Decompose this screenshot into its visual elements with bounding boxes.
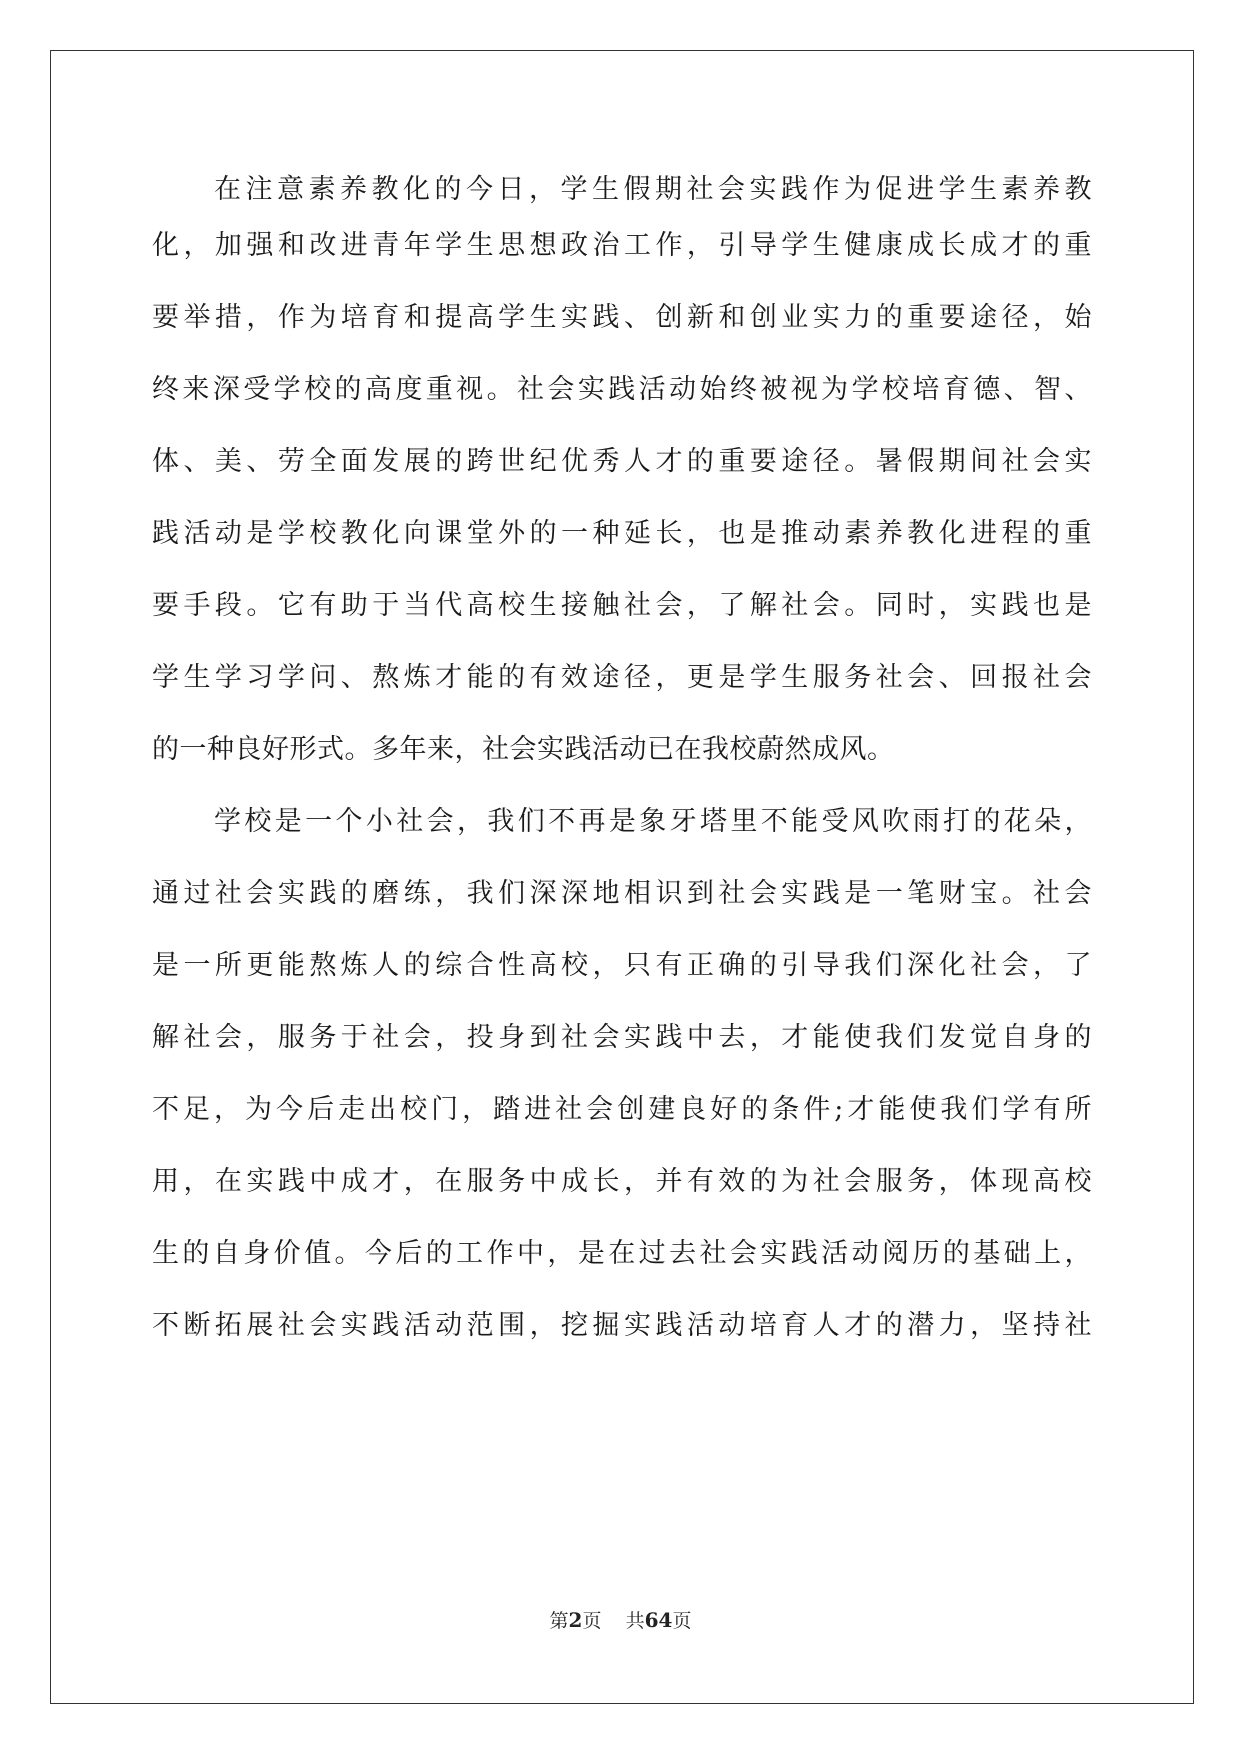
paragraph-2-line-8: 不断拓展社会实践活动范围，挖掘实践活动培育人才的潜力，坚持社 xyxy=(152,1310,1092,1341)
paragraph-2-line-6: 用，在实践中成才，在服务中成长，并有效的为社会服务，体现高校 xyxy=(152,1166,1092,1197)
paragraph-2-line-4: 解社会，服务于社会，投身到社会实践中去，才能使我们发觉自身的 xyxy=(152,1022,1092,1053)
paragraph-1-line-9: 的一种良好形式。多年来，社会实践活动已在我校蔚然成风。 xyxy=(152,734,895,765)
footer-page-suffix: 页 xyxy=(582,1610,602,1632)
paragraph-2-line-1: 学校是一个小社会，我们不再是象牙塔里不能受风吹雨打的花朵， xyxy=(214,806,1092,837)
paragraph-1-line-8: 学生学习学问、熬炼才能的有效途径，更是学生服务社会、回报社会 xyxy=(152,662,1092,693)
footer-total-prefix: 共 xyxy=(625,1610,645,1632)
paragraph-1-line-1: 在注意素养教化的今日，学生假期社会实践作为促进学生素养教 xyxy=(214,174,1092,205)
paragraph-2-line-3: 是一所更能熬炼人的综合性高校，只有正确的引导我们深化社会，了 xyxy=(152,950,1092,981)
paragraph-2-line-7: 生的自身价值。今后的工作中，是在过去社会实践活动阅历的基础上， xyxy=(152,1238,1092,1269)
paragraph-2-line-2: 通过社会实践的磨练，我们深深地相识到社会实践是一笔财宝。社会 xyxy=(152,878,1092,909)
footer-total-suffix: 页 xyxy=(672,1610,692,1632)
paragraph-1-line-6: 践活动是学校教化向课堂外的一种延长，也是推动素养教化进程的重 xyxy=(152,518,1092,549)
page-footer xyxy=(0,1608,1241,1633)
paragraph-1-line-3: 要举措，作为培育和提高学生实践、创新和创业实力的重要途径，始 xyxy=(152,302,1092,333)
footer-total-pages: 64 xyxy=(644,1608,673,1632)
paragraph-1-line-2: 化，加强和改进青年学生思想政治工作，引导学生健康成长成才的重 xyxy=(152,230,1092,261)
paragraph-1-line-4: 终来深受学校的高度重视。社会实践活动始终被视为学校培育德、智、 xyxy=(152,374,1092,405)
footer-prefix: 第 xyxy=(549,1610,569,1632)
paragraph-1-line-5: 体、美、劳全面发展的跨世纪优秀人才的重要途径。暑假期间社会实 xyxy=(152,446,1092,477)
paragraph-2-line-5: 不足，为今后走出校门，踏进社会创建良好的条件;才能使我们学有所 xyxy=(152,1094,1092,1125)
paragraph-1-line-7: 要手段。它有助于当代高校生接触社会，了解社会。同时，实践也是 xyxy=(152,590,1092,621)
footer-page-number: 2 xyxy=(568,1608,583,1632)
